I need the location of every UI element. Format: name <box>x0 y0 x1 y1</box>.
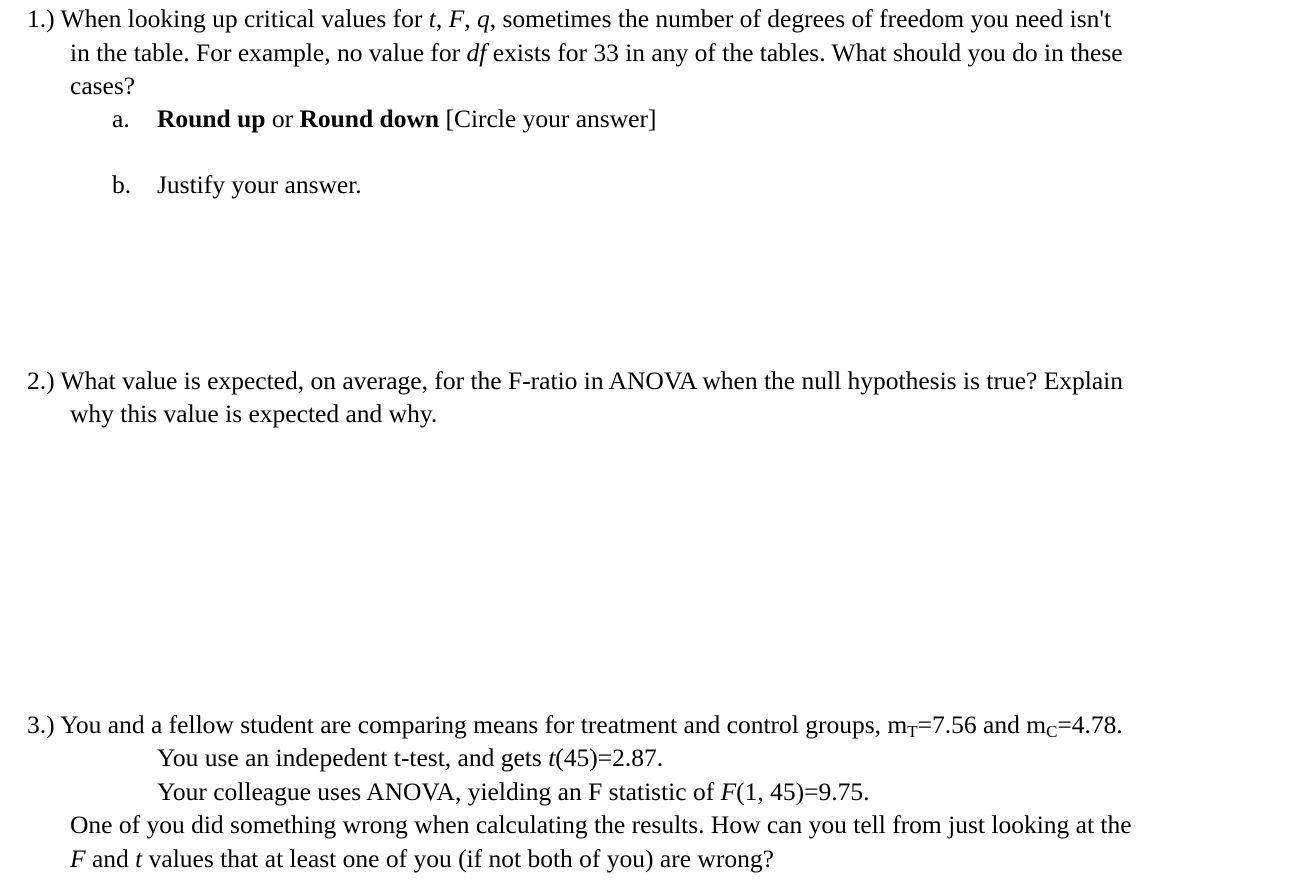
q1a <box>112 102 130 136</box>
q2-line-1 <box>27 364 1123 398</box>
q3-var-F: F <box>720 777 737 806</box>
q3-line-1 <box>27 708 1123 742</box>
q1-text-2b: exists for 33 in any of the tables. What should you do in these <box>486 38 1123 67</box>
q3-text-1b: =7.56 and m <box>917 710 1047 739</box>
q1a-marker: a. <box>112 104 130 133</box>
q1-var-t: t <box>428 4 436 33</box>
q3-text-5a: and <box>85 844 136 873</box>
q3-line-2 <box>157 741 663 775</box>
q3-text-1c: =4.78. <box>1057 710 1123 739</box>
q3-var-t: t <box>548 743 556 772</box>
q3-line-4: One of you did something wrong when calculating the results. How can you tell from just looking at the <box>70 810 1132 839</box>
q1-sep-2: , <box>464 4 477 33</box>
q1-var-F: F <box>448 4 465 33</box>
q1-var-q: q <box>476 4 490 33</box>
q1-line-2 <box>70 36 1123 70</box>
q1-sep-1: , <box>435 4 449 33</box>
q3-text-3a: Your colleague uses ANOVA, yielding an F statistic of <box>157 777 721 806</box>
q3-var-F-2: F <box>70 844 86 873</box>
q3-sub-C: C <box>1046 722 1058 741</box>
q3-text-2a: You use an indepedent t-test, and gets <box>157 743 549 772</box>
q3-var-t-2: t <box>135 844 143 873</box>
q3-text-1a: You and a fellow student are comparing means for treatment and control groups, m <box>60 710 908 739</box>
q3-text-2b: (45)=2.87. <box>555 743 664 772</box>
q1a-option-round-down: Round down <box>299 104 440 133</box>
q1-line-3: cases? <box>70 71 136 100</box>
q3-line-5 <box>70 842 774 876</box>
q3-sub-T: T <box>907 722 918 741</box>
q1a-or: or <box>265 104 300 133</box>
q1-line-1 <box>27 2 1111 36</box>
q3-text-3b: (1, 45)=9.75. <box>736 777 870 806</box>
q1-number: 1.) <box>27 4 55 33</box>
q3-number: 3.) <box>27 710 55 739</box>
q1b-text: Justify your answer. <box>157 170 362 199</box>
q1-var-df: df <box>466 38 487 67</box>
q1b-marker: b. <box>112 170 132 199</box>
q2-line-2: why this value is expected and why. <box>70 399 438 428</box>
q1b <box>112 168 131 202</box>
q1-text-1a: When looking up critical values for <box>60 4 429 33</box>
q3-text-5b: values that at least one of you (if not both of you) are wrong? <box>142 844 774 873</box>
q2-number: 2.) <box>27 366 55 395</box>
q1-text-2a: in the table. For example, no value for <box>70 38 467 67</box>
q1-text-1b: , sometimes the number of degrees of freedom you need isn't <box>489 4 1112 33</box>
q1a-option-round-up: Round up <box>157 104 266 133</box>
q1a-text <box>157 102 656 136</box>
q3-line-3 <box>157 775 870 809</box>
q1a-note: [Circle your answer] <box>439 104 657 133</box>
q2-text-1: What value is expected, on average, for the F-ratio in ANOVA when the null hypothesis is true? Explain <box>60 366 1124 395</box>
